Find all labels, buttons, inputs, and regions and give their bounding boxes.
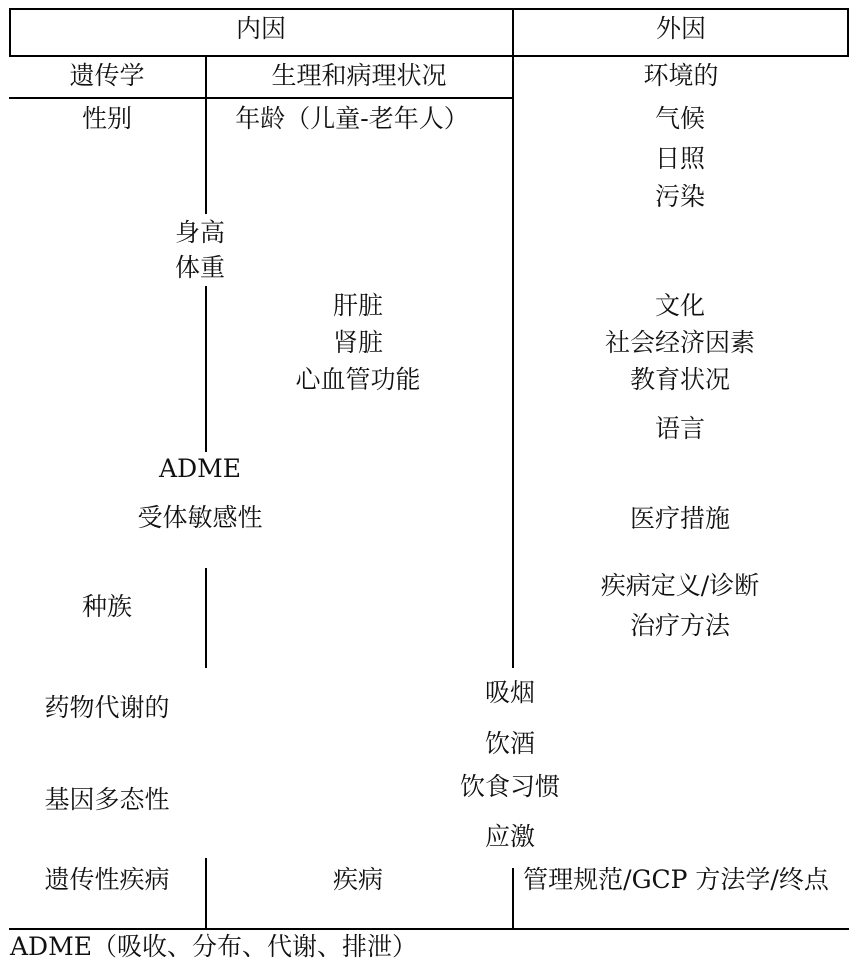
adme-cell: ADME bbox=[159, 454, 241, 483]
socioeconomic-cell: 社会经济因素 bbox=[604, 328, 756, 357]
receptor-sensitivity-cell: 受体敏感性 bbox=[137, 503, 263, 532]
sex-cell: 性别 bbox=[81, 104, 133, 133]
age-cell: 年龄（儿童-老年人） bbox=[235, 104, 469, 133]
language-cell: 语言 bbox=[654, 414, 706, 443]
drinking-cell: 饮酒 bbox=[484, 729, 536, 758]
weight-cell: 体重 bbox=[174, 253, 226, 282]
genetic-divider-segment bbox=[205, 286, 207, 452]
treatment-cell: 治疗方法 bbox=[629, 611, 731, 640]
diet-cell: 饮食习惯 bbox=[459, 772, 561, 801]
subheader-divider bbox=[9, 97, 513, 99]
genetic-subheader: 遗传学 bbox=[69, 61, 145, 90]
education-cell: 教育状况 bbox=[629, 365, 731, 394]
extrinsic-divider-segment bbox=[512, 8, 514, 668]
extrinsic-divider-segment bbox=[512, 868, 514, 930]
gene-polymorphism-cell: 基因多态性 bbox=[44, 785, 170, 814]
extrinsic-header: 外因 bbox=[655, 14, 707, 43]
genetic-disease-cell: 遗传性疾病 bbox=[44, 865, 170, 894]
pollution-cell: 污染 bbox=[654, 182, 706, 211]
header-divider bbox=[9, 55, 849, 57]
intrinsic-header: 内因 bbox=[235, 14, 287, 43]
disease-definition-cell: 疾病定义/诊断 bbox=[600, 571, 760, 600]
stress-cell: 应激 bbox=[484, 822, 536, 851]
genetic-divider-segment bbox=[205, 858, 207, 930]
medical-practice-cell: 医疗措施 bbox=[629, 504, 731, 533]
race-cell: 种族 bbox=[81, 592, 133, 621]
table-top-border bbox=[9, 8, 849, 10]
table-left-border bbox=[9, 8, 11, 56]
smoking-cell: 吸烟 bbox=[484, 678, 536, 707]
liver-cell: 肝脏 bbox=[332, 291, 384, 320]
environmental-subheader: 环境的 bbox=[643, 61, 719, 90]
cardiovascular-cell: 心血管功能 bbox=[295, 365, 421, 394]
table-bottom-border bbox=[9, 928, 849, 930]
genetic-divider-segment bbox=[205, 568, 207, 668]
drug-metabolism-cell: 药物代谢的 bbox=[44, 693, 170, 722]
footnote: ADME（吸收、分布、代谢、排泄） bbox=[10, 932, 417, 961]
height-cell: 身高 bbox=[174, 218, 226, 247]
climate-cell: 气候 bbox=[654, 104, 706, 133]
kidney-cell: 肾脏 bbox=[332, 328, 384, 357]
genetic-divider-segment bbox=[205, 56, 207, 214]
regulatory-cell: 管理规范/GCP 方法学/终点 bbox=[523, 865, 829, 894]
sunlight-cell: 日照 bbox=[654, 144, 706, 173]
culture-cell: 文化 bbox=[654, 291, 706, 320]
table-right-border bbox=[847, 8, 849, 56]
physiological-subheader: 生理和病理状况 bbox=[271, 61, 447, 90]
disease-cell: 疾病 bbox=[332, 865, 384, 894]
